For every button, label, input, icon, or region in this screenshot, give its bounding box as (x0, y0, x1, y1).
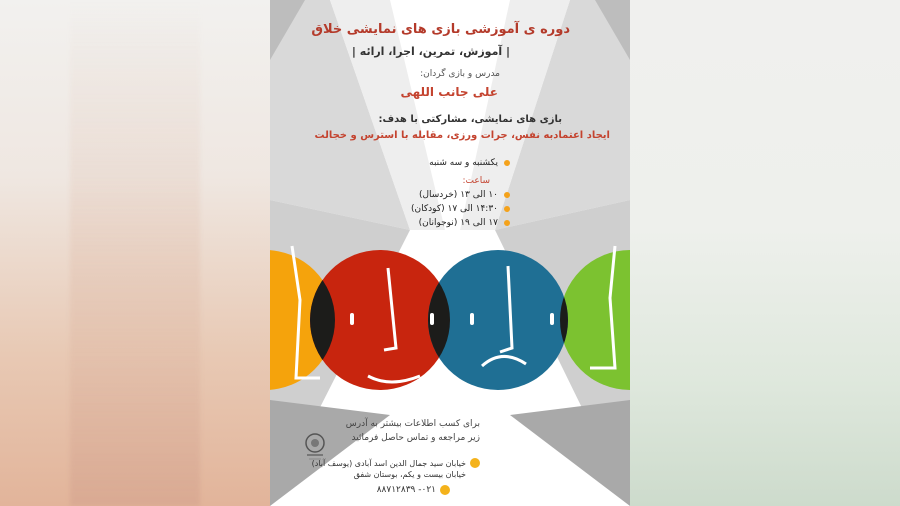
background-left-blur (70, 0, 200, 506)
info-text (346, 417, 480, 445)
time-label: ساعت: (462, 176, 490, 186)
info-line-2: زیر مراجعه و تماس حاصل فرمائید (351, 433, 480, 443)
theatre-faces (270, 238, 630, 408)
schedule-sessions (411, 190, 510, 232)
phone-number: ۰۲۱- ۸۸۷۱۲۸۳۹ (376, 485, 436, 495)
background-right (630, 0, 900, 506)
bullet-icon (504, 160, 510, 166)
schedule-days (429, 158, 510, 172)
instructor-label: مدرس و بازی گردان: (420, 69, 500, 79)
poster-title: دوره ی آموزشی بازی های نمایشی خلاق (311, 22, 570, 37)
info-line-1: برای کسب اطلاعات بیشتر به آدرس (345, 419, 480, 429)
instructor-name: علی جانب اللهی (400, 85, 498, 99)
address-line-2: خیابان بیست و یکم، بوستان شفق (353, 470, 466, 479)
goal-text: ایجاد اعتمادبه نفس، جرات ورزی، مقابله با استرس و خجالت (314, 130, 610, 141)
schedule-time-label (462, 176, 490, 190)
session-item: ۱۷ الی ۱۹ (نوجوانان) (418, 218, 498, 228)
bullet-icon (504, 192, 510, 198)
bullet-icon (504, 220, 510, 226)
phone-icon (440, 485, 450, 495)
poster (270, 0, 630, 506)
days-text: یکشنبه و سه شنبه (429, 158, 498, 168)
bullet-icon (504, 206, 510, 212)
location-pin-icon (470, 458, 480, 468)
poster-subtitle: | آموزش، تمرین، اجرا، ارائه | (351, 45, 510, 58)
address (312, 458, 480, 480)
session-item: ۱۰ الی ۱۳ (خردسال) (418, 190, 498, 200)
phone (377, 485, 450, 495)
address-line-1: خیابان سید جمال الدین اسد آبادی (یوسف آباد) (311, 459, 466, 468)
goal-label: بازی های نمایشی، مشارکتی با هدف: (378, 114, 562, 125)
session-item: ۱۴:۳۰ الی ۱۷ (کودکان) (411, 204, 498, 214)
